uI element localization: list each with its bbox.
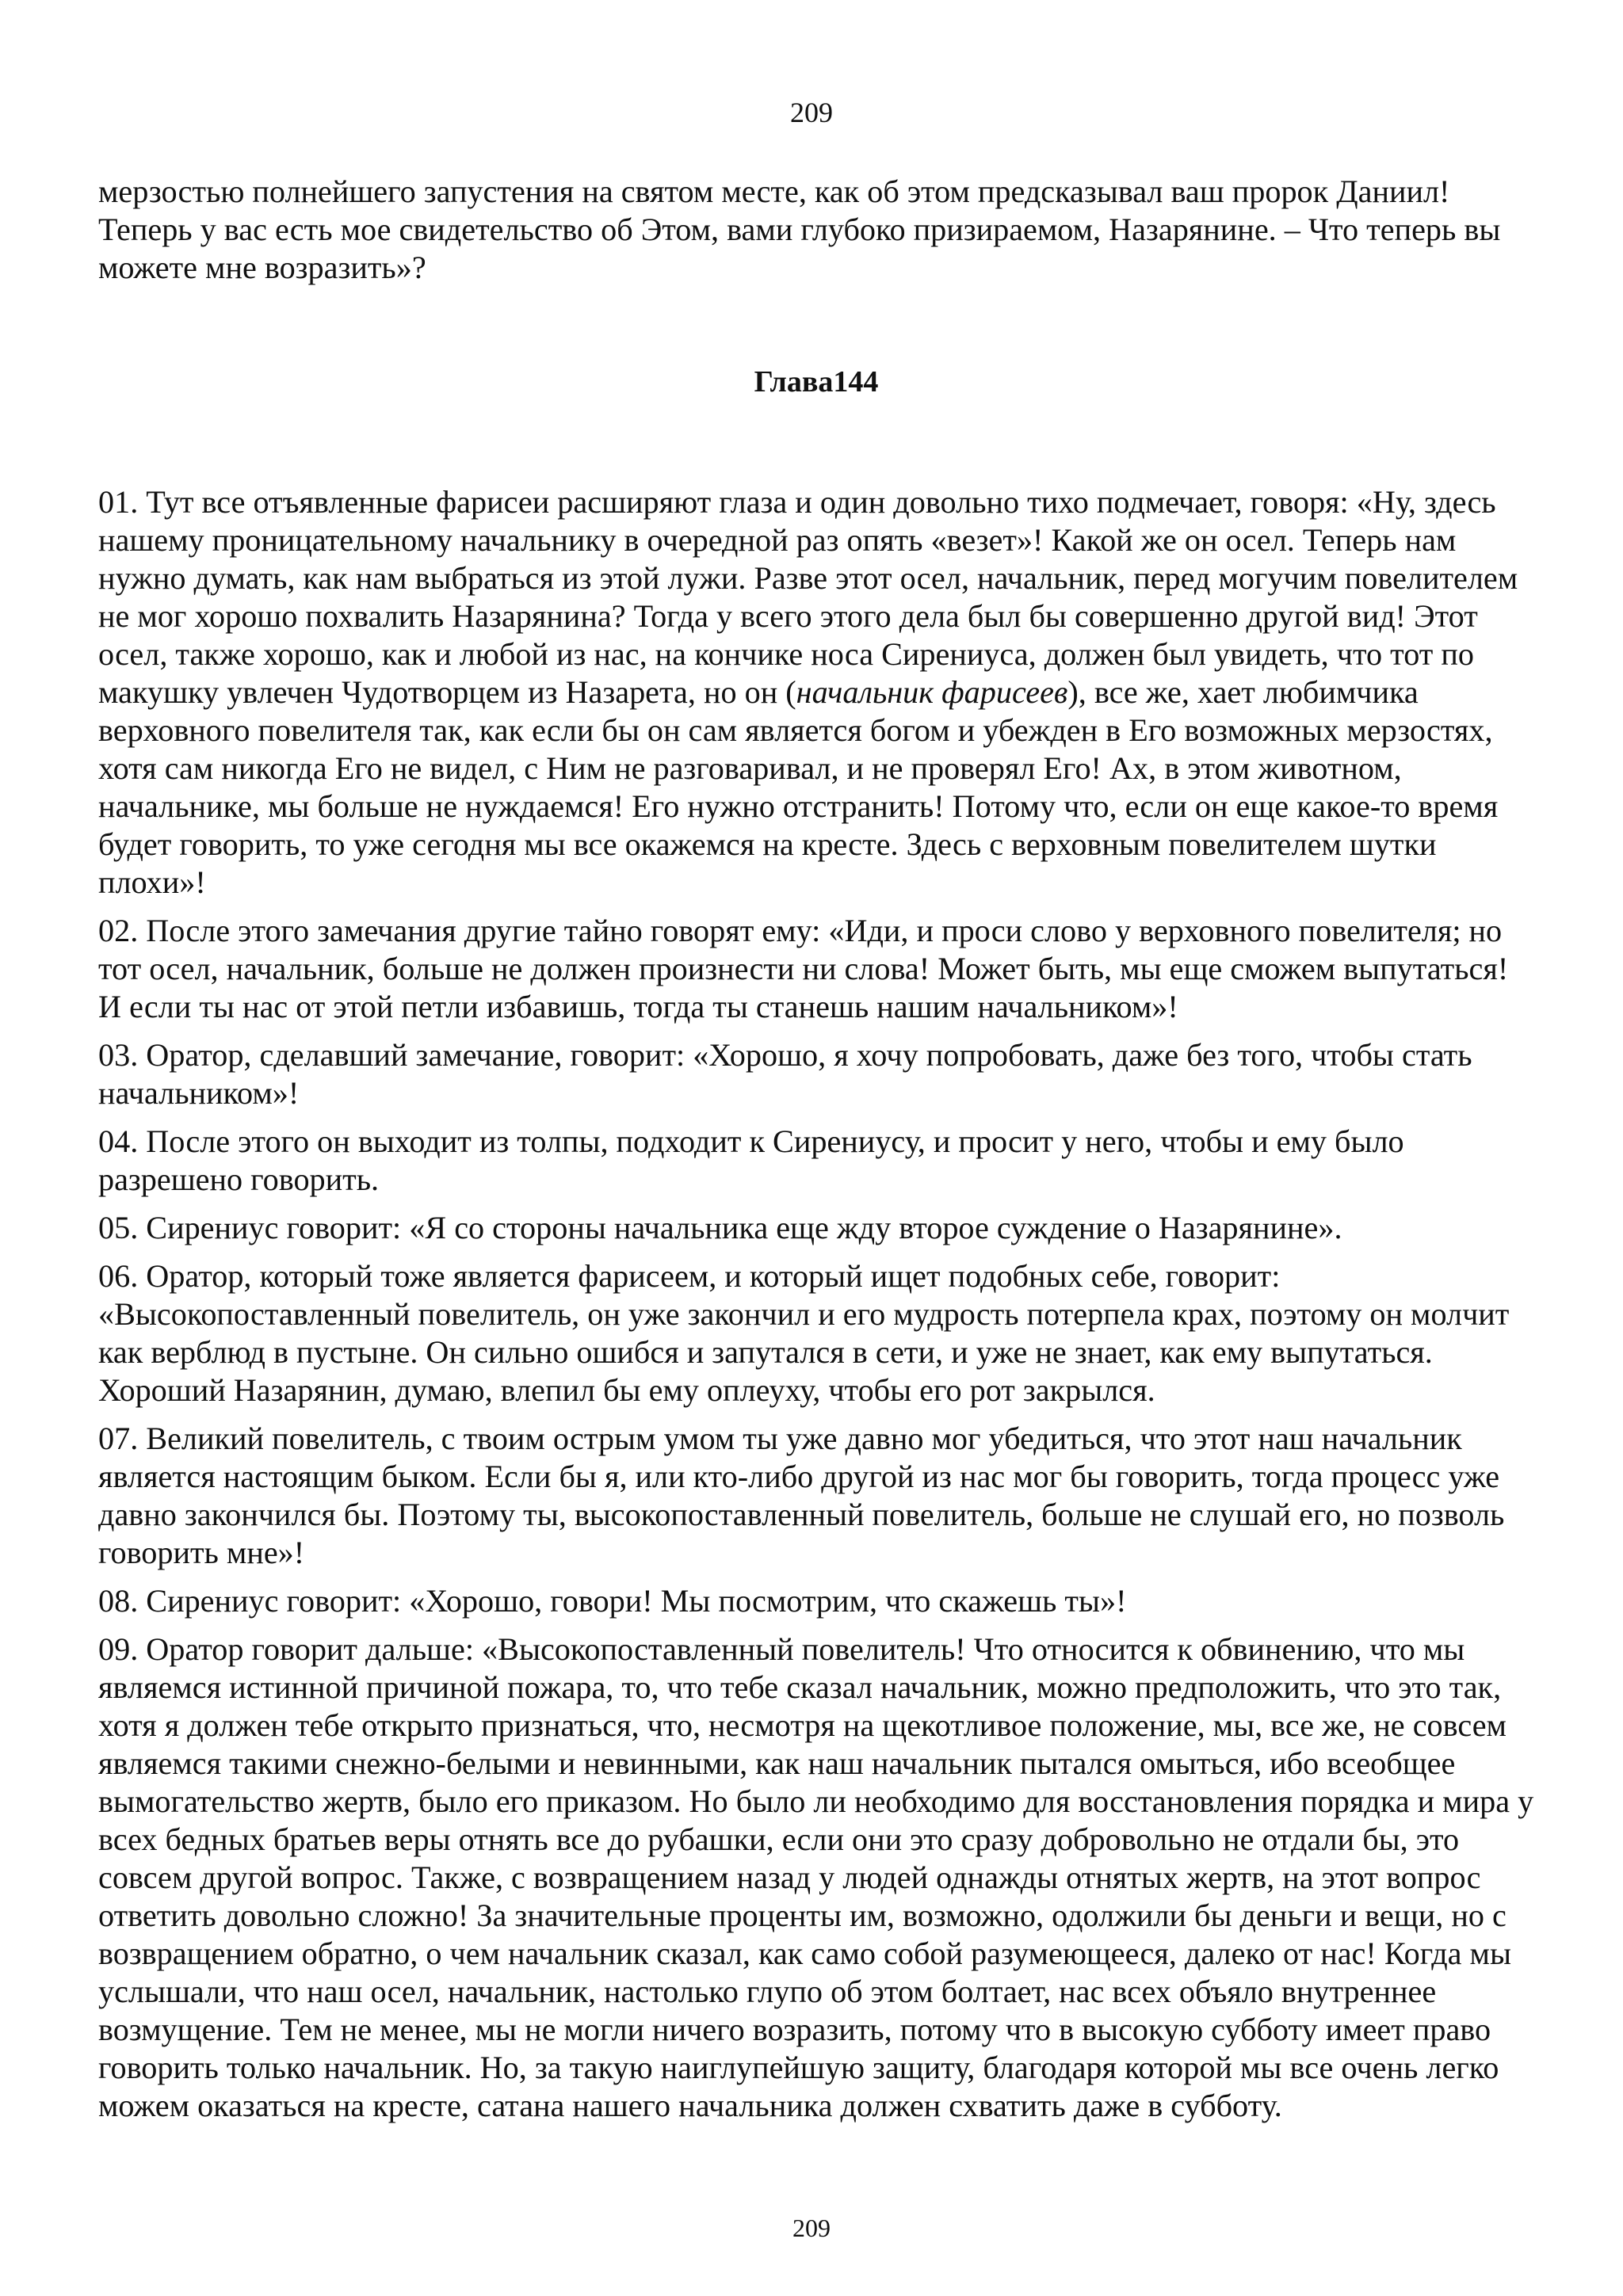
page-content [98,173,1534,2135]
verse-03: 03. Оратор, сделавший замечание, говорит: «Хорошо, я хочу попробовать, даже без того, чтобы стать начальником»! [98,1037,1472,1111]
verse-01-text-after: ), все же, хает любимчика верховного повелителя так, как если бы он сам является богом и убежден в Его возможных мерзостях, хотя сам никогда Его не видел, с Ним не разговаривал, и не проверял Его! Ах, в этом животном, начальнике, мы больше не нуждаемся! Его нужно отстранить! Потому что, если он еще какое-то время будет говорить, то уже сегодня мы все окажемся на кресте. Здесь с верховным повелителем шутки плохи»! [98,674,1499,900]
verse-01 [98,483,1534,902]
verse-02: 02. После этого замечания другие тайно говорят ему: «Иди, и проси слово у верховного повелителя; но тот осел, начальник, больше не должен произнести ни слова! Может быть, мы еще сможем выпутаться! И если ты нас от этой петли избавишь, тогда ты станешь нашим начальником»! [98,913,1509,1024]
verse-04: 04. После этого он выходит из толпы, подходит к Сирениусу, и просит у него, чтобы и ему было разрешено говорить. [98,1123,1404,1197]
verse-05: 05. Сирениус говорит: «Я со стороны начальника еще жду второе суждение о Назарянине». [98,1210,1342,1245]
chapter-title: Глава144 [754,365,879,399]
intro-paragraph: мерзостью полнейшего запустения на святом месте, как об этом предсказывал ваш пророк Даниил! Теперь у вас есть мое свидетельство об Этом, вами глубоко призираемом, Назарянине. – Что теперь вы можете мне возразить»? [98,174,1501,285]
page-number-top: 209 [790,97,833,128]
verse-01-text-before: 01. Тут все отъявленные фарисеи расширяют глаза и один довольно тихо подмечает, говоря: «Ну, здесь нашему проницательному начальнику в очередной раз опять «везет»! Какой же он осел. Теперь нам нужно думать, как нам выбраться из этой лужи. Разве этот осел, начальник, перед могучим повелителем не мог хорошо похвалить Назарянина? Тогда у всего этого дела был бы совершенно другой вид! Этот осел, также хорошо, как и любой из нас, на кончике носа Сирениуса, должен был увидеть, что тот по макушку увлечен Чудотворцем из Назарета, но он ( [98,484,1518,710]
verse-08: 08. Сирениус говорит: «Хорошо, говори! Мы посмотрим, что скажешь ты»! [98,1583,1127,1619]
verse-06: 06. Оратор, который тоже является фарисеем, и который ищет подобных себе, говорит: «Высокопоставленный повелитель, он уже закончил и его мудрость потерпела крах, поэтому он молчит как верблюд в пустыне. Он сильно ошибся и запутался в сети, и уже не знает, как ему выпутаться. Хороший Назарянин, думаю, влепил бы ему оплеуху, чтобы его рот закрылся. [98,1258,1510,1408]
page-number-bottom: 209 [792,2214,831,2242]
verse-07: 07. Великий повелитель, с твоим острым умом ты уже давно мог убедиться, что этот наш начальник является настоящим быком. Если бы я, или кто-либо другой из нас мог бы говорить, тогда процесс уже давно закончился бы. Поэтому ты, высокопоставленный повелитель, больше не слушай его, но позволь говорить мне»! [98,1421,1505,1570]
verse-09: 09. Оратор говорит дальше: «Высокопоставленный повелитель! Что относится к обвинению, что мы являемся истинной причиной пожара, то, что тебе сказал начальник, можно предположить, что это так, хотя я должен тебе открыто признаться, что, несмотря на щекотливое положение, мы, все же, не совсем являемся такими снежно-белыми и невинными, как наш начальник пытался омыться, ибо всеобщее вымогательство жертв, было его приказом. Но было ли необходимо для восстановления порядка и мира у всех бедных братьев веры отнять все до рубашки, если они это сразу добровольно не отдали бы, это совсем другой вопрос. Также, с возвращением назад у людей однажды отнятых жертв, на этот вопрос ответить довольно сложно! За значительные проценты им, возможно, одолжили бы деньги и вещи, но с возвращением обратно, о чем начальник сказал, как само собой разумеющееся, далеко от нас! Когда мы услышали, что наш осел, начальник, настолько глупо об этом болтает, нас всех объяло внутреннее возмущение. Тем не менее, мы не могли ничего возразить, потому что в высокую субботу имеет право говорить только начальник. Но, за такую наиглупейшую защиту, благодаря которой мы все очень легко можем оказаться на кресте, сатана нашего начальника должен схватить даже в субботу. [98,1631,1534,2123]
verse-01-italic: начальник фарисеев [796,674,1068,710]
